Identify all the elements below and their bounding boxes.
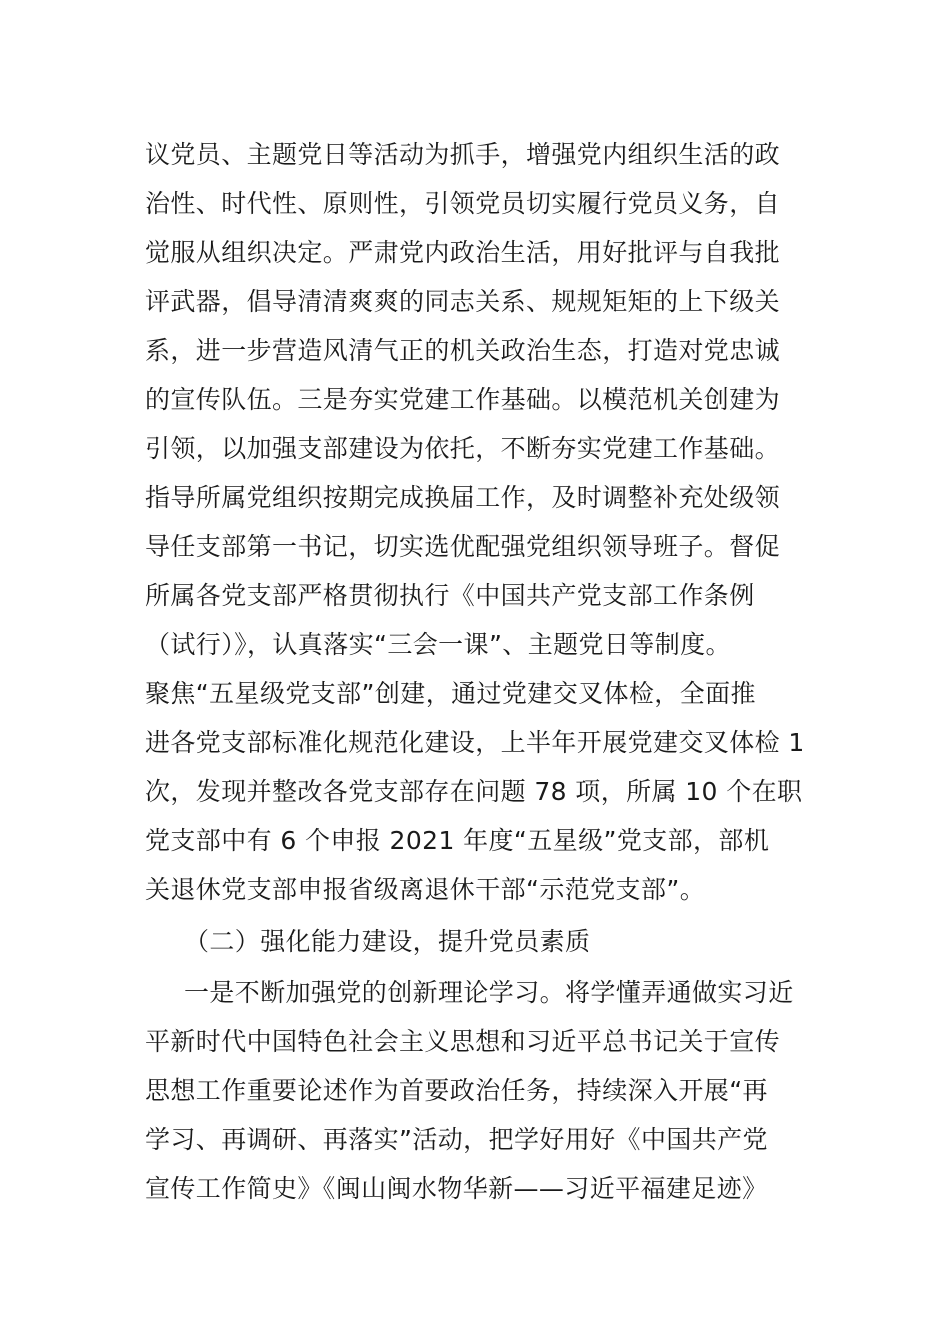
body-text-line: 党支部中有 6 个申报 2021 年度“五星级”党支部，部机 (145, 826, 770, 855)
body-text-line: 的宣传队伍。三是夯实党建工作基础。以模范机关创建为 (145, 385, 781, 414)
body-text-line: 系，进一步营造风清气正的机关政治生态，打造对党忠诚 (145, 336, 781, 365)
body-text-line: 指导所属党组织按期完成换届工作，及时调整补充处级领 (145, 483, 781, 512)
body-text-line: 导任支部第一书记，切实选优配强党组织领导班子。督促 (145, 532, 781, 561)
body-text-line: 思想工作重要论述作为首要政治任务，持续深入开展“再 (145, 1076, 768, 1105)
body-text-line: （试行）》，认真落实“三会一课”、主题党日等制度。 (145, 630, 731, 659)
body-text-line: 学习、再调研、再落实”活动，把学好用好《中国共产党 (145, 1125, 768, 1154)
body-text-line: 觉服从组织决定。严肃党内政治生活，用好批评与自我批 (145, 238, 781, 267)
body-text-line: 关退休党支部申报省级离退休干部“示范党支部”。 (145, 875, 706, 904)
body-text-line: 次，发现并整改各党支部存在问题 78 项，所属 10 个在职 (145, 777, 803, 806)
body-text-line: 议党员、主题党日等活动为抓手，增强党内组织生活的政 (145, 140, 781, 169)
body-text-line: 聚焦“五星级党支部”创建，通过党建交叉体检，全面推 (145, 679, 756, 708)
body-text-line: 引领，以加强支部建设为依托，不断夯实党建工作基础。 (145, 434, 781, 463)
body-text-line: 一是不断加强党的创新理论学习。将学懂弄通做实习近 (184, 978, 794, 1007)
section-heading: （二）强化能力建设，提升党员素质 (184, 927, 591, 956)
body-text-line: 进各党支部标准化规范化建设，上半年开展党建交叉体检 1 (145, 728, 805, 757)
body-text-line: 评武器，倡导清清爽爽的同志关系、规规矩矩的上下级关 (145, 287, 781, 316)
body-text-line: 宣传工作简史》《闽山闽水物华新——习近平福建足迹》 (145, 1174, 768, 1203)
body-text-line: 治性、时代性、原则性，引领党员切实履行党员义务，自 (145, 189, 781, 218)
body-text-line: 所属各党支部严格贯彻执行《中国共产党支部工作条例 (145, 581, 755, 610)
body-text-line: 平新时代中国特色社会主义思想和习近平总书记关于宣传 (145, 1027, 781, 1056)
